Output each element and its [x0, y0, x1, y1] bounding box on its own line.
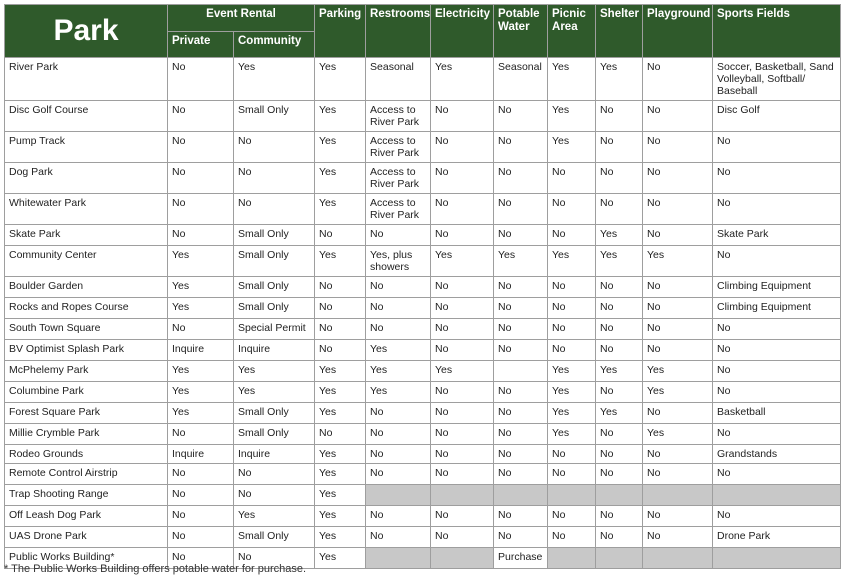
playground-cell: No — [643, 506, 713, 527]
parking-cell: Yes — [315, 246, 366, 277]
potable-water-cell: No — [494, 298, 548, 319]
table-row — [5, 298, 841, 319]
park-name-cell: River Park — [5, 58, 168, 101]
private-rental-cell: No — [168, 319, 234, 340]
restrooms-cell: No — [366, 506, 431, 527]
table-row — [5, 194, 841, 225]
park-name-cell: Pump Track — [5, 132, 168, 163]
sports-fields-cell: No — [713, 464, 841, 485]
restrooms-cell: No — [366, 277, 431, 298]
parking-cell: Yes — [315, 58, 366, 101]
shelter-cell: No — [596, 464, 643, 485]
sports-fields-cell: Basketball — [713, 403, 841, 424]
picnic-area-cell: No — [548, 445, 596, 464]
private-rental-cell: No — [168, 194, 234, 225]
community-rental-cell: No — [234, 163, 315, 194]
table-row — [5, 132, 841, 163]
table-row — [5, 382, 841, 403]
park-name-cell: Trap Shooting Range — [5, 485, 168, 506]
shelter-cell: No — [596, 445, 643, 464]
shelter-cell: No — [596, 132, 643, 163]
park-name-cell: Boulder Garden — [5, 277, 168, 298]
potable-water-cell: No — [494, 506, 548, 527]
shelter-cell — [596, 548, 643, 569]
park-name-cell: Skate Park — [5, 225, 168, 246]
electricity-cell: No — [431, 163, 494, 194]
parks-amenities-table — [4, 4, 841, 569]
parking-cell: Yes — [315, 101, 366, 132]
electricity-cell — [431, 548, 494, 569]
park-name-cell: Rodeo Grounds — [5, 445, 168, 464]
electricity-cell: No — [431, 382, 494, 403]
playground-cell: No — [643, 403, 713, 424]
potable-water-cell: No — [494, 527, 548, 548]
restrooms-cell: No — [366, 527, 431, 548]
restrooms-cell: No — [366, 403, 431, 424]
community-rental-cell: No — [234, 194, 315, 225]
restrooms-cell: No — [366, 225, 431, 246]
park-name-cell: Millie Crymble Park — [5, 424, 168, 445]
picnic-area-cell: No — [548, 298, 596, 319]
parking-cell: No — [315, 424, 366, 445]
park-name-cell: McPhelemy Park — [5, 361, 168, 382]
private-rental-cell: No — [168, 58, 234, 101]
sports-fields-cell: Soccer, Basketball, Sand Volleyball, Softball/ Baseball — [713, 58, 841, 101]
park-name-cell: Community Center — [5, 246, 168, 277]
table-body — [5, 58, 841, 569]
park-name-cell: Dog Park — [5, 163, 168, 194]
restrooms-cell: No — [366, 445, 431, 464]
potable-water-cell: No — [494, 163, 548, 194]
picnic-area-cell: No — [548, 163, 596, 194]
playground-cell: No — [643, 319, 713, 340]
picnic-area-cell: No — [548, 506, 596, 527]
park-name-cell: Off Leash Dog Park — [5, 506, 168, 527]
parking-cell: No — [315, 225, 366, 246]
sports-fields-cell: No — [713, 132, 841, 163]
shelter-cell — [596, 485, 643, 506]
sports-fields-cell: Skate Park — [713, 225, 841, 246]
potable-water-cell — [494, 485, 548, 506]
sports-fields-cell: No — [713, 319, 841, 340]
shelter-cell: Yes — [596, 58, 643, 101]
playground-cell: No — [643, 225, 713, 246]
private-rental-cell: No — [168, 101, 234, 132]
playground-cell: Yes — [643, 382, 713, 403]
restrooms-cell: Access to River Park — [366, 132, 431, 163]
private-rental-cell: Yes — [168, 298, 234, 319]
electricity-header: Electricity — [431, 5, 494, 58]
private-rental-cell: Yes — [168, 246, 234, 277]
sports-fields-cell: Drone Park — [713, 527, 841, 548]
shelter-cell: No — [596, 298, 643, 319]
community-header: Community — [234, 32, 315, 58]
park-name-cell: Columbine Park — [5, 382, 168, 403]
sports-fields-cell — [713, 548, 841, 569]
playground-cell: Yes — [643, 361, 713, 382]
table-row — [5, 361, 841, 382]
community-rental-cell: Special Permit — [234, 319, 315, 340]
parking-cell: Yes — [315, 506, 366, 527]
playground-cell: No — [643, 132, 713, 163]
table-row — [5, 319, 841, 340]
community-rental-cell: Small Only — [234, 101, 315, 132]
park-name-cell: BV Optimist Splash Park — [5, 340, 168, 361]
electricity-cell: No — [431, 424, 494, 445]
potable-water-cell: No — [494, 277, 548, 298]
electricity-cell: Yes — [431, 58, 494, 101]
parking-cell: Yes — [315, 464, 366, 485]
park-column-header: Park — [5, 5, 168, 58]
private-rental-cell: No — [168, 464, 234, 485]
table-row — [5, 101, 841, 132]
private-rental-cell: No — [168, 132, 234, 163]
potable-water-cell: No — [494, 445, 548, 464]
park-name-cell: Forest Square Park — [5, 403, 168, 424]
parking-cell: Yes — [315, 132, 366, 163]
table-row — [5, 277, 841, 298]
picnic-area-header: Picnic Area — [548, 5, 596, 58]
parking-cell: Yes — [315, 527, 366, 548]
community-rental-cell: Small Only — [234, 225, 315, 246]
table-row — [5, 506, 841, 527]
shelter-cell: No — [596, 319, 643, 340]
sports-fields-cell: Grandstands — [713, 445, 841, 464]
playground-cell: No — [643, 464, 713, 485]
shelter-cell: No — [596, 424, 643, 445]
parking-cell: No — [315, 319, 366, 340]
potable-water-cell: No — [494, 319, 548, 340]
electricity-cell: No — [431, 132, 494, 163]
potable-water-header: Potable Water — [494, 5, 548, 58]
playground-cell: Yes — [643, 246, 713, 277]
shelter-cell: Yes — [596, 403, 643, 424]
parking-cell: Yes — [315, 361, 366, 382]
electricity-cell: No — [431, 101, 494, 132]
park-name-cell: Whitewater Park — [5, 194, 168, 225]
playground-cell: No — [643, 298, 713, 319]
electricity-cell: No — [431, 298, 494, 319]
community-rental-cell: Small Only — [234, 298, 315, 319]
picnic-area-cell: No — [548, 277, 596, 298]
picnic-area-cell: No — [548, 194, 596, 225]
picnic-area-cell: Yes — [548, 101, 596, 132]
sports-fields-cell: Disc Golf — [713, 101, 841, 132]
table-row — [5, 445, 841, 464]
community-rental-cell: No — [234, 464, 315, 485]
table-row — [5, 403, 841, 424]
table-row — [5, 485, 841, 506]
table-row — [5, 340, 841, 361]
parking-cell: Yes — [315, 382, 366, 403]
restrooms-cell: Yes — [366, 361, 431, 382]
electricity-cell: No — [431, 527, 494, 548]
shelter-cell: No — [596, 101, 643, 132]
playground-cell: No — [643, 527, 713, 548]
community-rental-cell: Yes — [234, 506, 315, 527]
electricity-cell: No — [431, 445, 494, 464]
community-rental-cell: Yes — [234, 382, 315, 403]
picnic-area-cell: No — [548, 340, 596, 361]
potable-water-cell: Yes — [494, 246, 548, 277]
community-rental-cell: No — [234, 132, 315, 163]
table-row — [5, 527, 841, 548]
electricity-cell: No — [431, 319, 494, 340]
parking-cell: Yes — [315, 194, 366, 225]
parking-cell: Yes — [315, 445, 366, 464]
playground-cell — [643, 548, 713, 569]
private-rental-cell: No — [168, 485, 234, 506]
parking-cell: Yes — [315, 485, 366, 506]
shelter-cell: No — [596, 382, 643, 403]
electricity-cell: No — [431, 464, 494, 485]
electricity-cell: No — [431, 194, 494, 225]
community-rental-cell: Small Only — [234, 424, 315, 445]
picnic-area-cell: Yes — [548, 403, 596, 424]
private-header: Private — [168, 32, 234, 58]
community-rental-cell: Small Only — [234, 246, 315, 277]
sports-fields-cell: No — [713, 246, 841, 277]
electricity-cell: No — [431, 506, 494, 527]
sports-fields-cell: No — [713, 194, 841, 225]
electricity-cell — [431, 485, 494, 506]
community-rental-cell: Inquire — [234, 445, 315, 464]
potable-water-cell: No — [494, 424, 548, 445]
table-row — [5, 424, 841, 445]
picnic-area-cell: No — [548, 225, 596, 246]
table-row — [5, 246, 841, 277]
potable-water-cell — [494, 361, 548, 382]
restrooms-cell: Access to River Park — [366, 194, 431, 225]
private-rental-cell: Inquire — [168, 445, 234, 464]
event-rental-header: Event Rental — [168, 5, 315, 32]
playground-header: Playground — [643, 5, 713, 58]
table-row — [5, 163, 841, 194]
picnic-area-cell: Yes — [548, 58, 596, 101]
playground-cell — [643, 485, 713, 506]
community-rental-cell: Small Only — [234, 527, 315, 548]
potable-water-cell: Seasonal — [494, 58, 548, 101]
potable-water-cell: No — [494, 403, 548, 424]
community-rental-cell: Small Only — [234, 403, 315, 424]
table-row — [5, 464, 841, 485]
playground-cell: No — [643, 163, 713, 194]
sports-fields-cell: No — [713, 340, 841, 361]
sports-fields-cell: No — [713, 506, 841, 527]
private-rental-cell: Yes — [168, 403, 234, 424]
community-rental-cell: Inquire — [234, 340, 315, 361]
potable-water-cell: No — [494, 382, 548, 403]
picnic-area-cell: Yes — [548, 361, 596, 382]
restrooms-cell: Access to River Park — [366, 101, 431, 132]
electricity-cell: Yes — [431, 361, 494, 382]
private-rental-cell: Yes — [168, 382, 234, 403]
private-rental-cell: No — [168, 527, 234, 548]
picnic-area-cell: Yes — [548, 132, 596, 163]
restrooms-cell — [366, 548, 431, 569]
shelter-cell: No — [596, 340, 643, 361]
picnic-area-cell: Yes — [548, 424, 596, 445]
restrooms-cell — [366, 485, 431, 506]
table-row — [5, 58, 841, 101]
shelter-header: Shelter — [596, 5, 643, 58]
picnic-area-cell — [548, 485, 596, 506]
restrooms-header: Restrooms — [366, 5, 431, 58]
parking-cell: Yes — [315, 548, 366, 569]
restrooms-cell: Yes, plus showers — [366, 246, 431, 277]
potable-water-cell: No — [494, 194, 548, 225]
sports-fields-cell: No — [713, 163, 841, 194]
picnic-area-cell: No — [548, 464, 596, 485]
sports-fields-cell: Climbing Equipment — [713, 277, 841, 298]
sports-fields-header: Sports Fields — [713, 5, 841, 58]
shelter-cell: No — [596, 527, 643, 548]
playground-cell: No — [643, 340, 713, 361]
restrooms-cell: Seasonal — [366, 58, 431, 101]
restrooms-cell: No — [366, 424, 431, 445]
potable-water-cell: No — [494, 132, 548, 163]
parking-cell: No — [315, 277, 366, 298]
header-row-top — [5, 5, 841, 32]
community-rental-cell: Yes — [234, 361, 315, 382]
playground-cell: No — [643, 445, 713, 464]
potable-water-cell: No — [494, 225, 548, 246]
park-name-cell: Disc Golf Course — [5, 101, 168, 132]
picnic-area-cell: No — [548, 527, 596, 548]
footnote: * The Public Works Building offers potable water for purchase. — [4, 563, 307, 575]
playground-cell: Yes — [643, 424, 713, 445]
private-rental-cell: No — [168, 506, 234, 527]
playground-cell: No — [643, 194, 713, 225]
sports-fields-cell: Climbing Equipment — [713, 298, 841, 319]
restrooms-cell: Yes — [366, 382, 431, 403]
picnic-area-cell: No — [548, 319, 596, 340]
restrooms-cell: No — [366, 464, 431, 485]
restrooms-cell: Yes — [366, 340, 431, 361]
park-name-cell: Public Works Building* — [5, 548, 168, 569]
community-rental-cell: Yes — [234, 58, 315, 101]
restrooms-cell: No — [366, 319, 431, 340]
private-rental-cell: No — [168, 225, 234, 246]
park-name-cell: Rocks and Ropes Course — [5, 298, 168, 319]
private-rental-cell: Inquire — [168, 340, 234, 361]
electricity-cell: Yes — [431, 246, 494, 277]
park-name-cell: South Town Square — [5, 319, 168, 340]
sports-fields-cell: No — [713, 361, 841, 382]
playground-cell: No — [643, 101, 713, 132]
shelter-cell: No — [596, 277, 643, 298]
shelter-cell: Yes — [596, 225, 643, 246]
shelter-cell: Yes — [596, 361, 643, 382]
sports-fields-cell: No — [713, 424, 841, 445]
shelter-cell: No — [596, 194, 643, 225]
parking-cell: No — [315, 340, 366, 361]
playground-cell: No — [643, 277, 713, 298]
electricity-cell: No — [431, 340, 494, 361]
park-name-cell: Remote Control Airstrip — [5, 464, 168, 485]
picnic-area-cell — [548, 548, 596, 569]
restrooms-cell: No — [366, 298, 431, 319]
sports-fields-cell — [713, 485, 841, 506]
playground-cell: No — [643, 58, 713, 101]
table-row — [5, 225, 841, 246]
private-rental-cell: Yes — [168, 277, 234, 298]
parking-header: Parking — [315, 5, 366, 58]
private-rental-cell: No — [168, 163, 234, 194]
parking-cell: Yes — [315, 403, 366, 424]
potable-water-cell: No — [494, 464, 548, 485]
electricity-cell: No — [431, 403, 494, 424]
electricity-cell: No — [431, 225, 494, 246]
parking-cell: No — [315, 298, 366, 319]
potable-water-cell: No — [494, 101, 548, 132]
restrooms-cell: Access to River Park — [366, 163, 431, 194]
private-rental-cell: No — [168, 548, 234, 569]
community-rental-cell: No — [234, 548, 315, 569]
sports-fields-cell: No — [713, 382, 841, 403]
shelter-cell: No — [596, 163, 643, 194]
electricity-cell: No — [431, 277, 494, 298]
community-rental-cell: Small Only — [234, 277, 315, 298]
shelter-cell: No — [596, 506, 643, 527]
community-rental-cell: No — [234, 485, 315, 506]
parking-cell: Yes — [315, 163, 366, 194]
picnic-area-cell: Yes — [548, 246, 596, 277]
potable-water-cell: No — [494, 340, 548, 361]
shelter-cell: Yes — [596, 246, 643, 277]
park-name-cell: UAS Drone Park — [5, 527, 168, 548]
private-rental-cell: No — [168, 424, 234, 445]
picnic-area-cell: Yes — [548, 382, 596, 403]
potable-water-cell: Purchase — [494, 548, 548, 569]
private-rental-cell: Yes — [168, 361, 234, 382]
